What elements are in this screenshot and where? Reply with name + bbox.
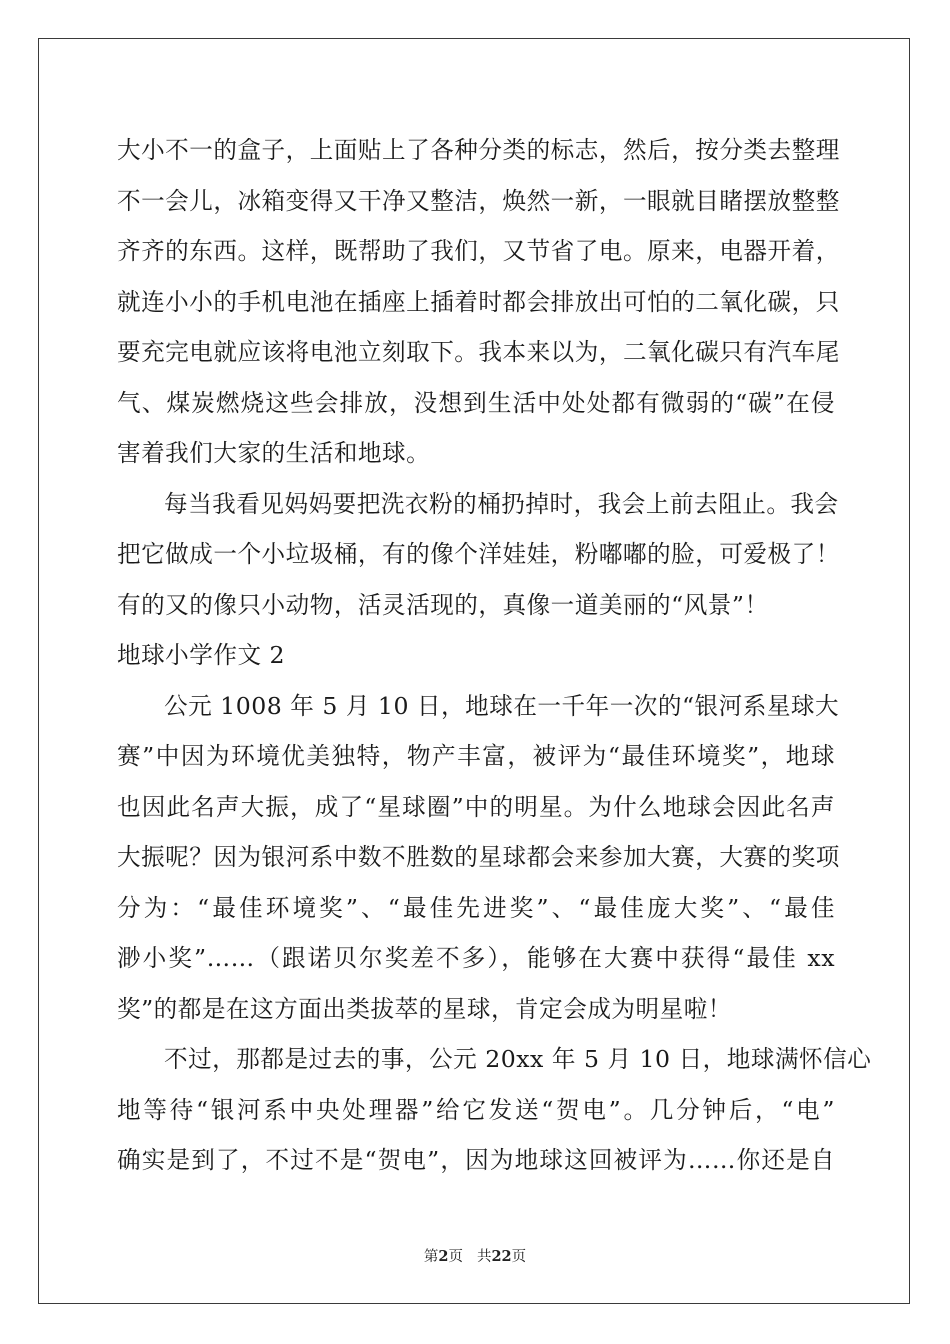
text-line: 大振呢？因为银河系中数不胜数的星球都会来参加大赛，大赛的奖项 [117, 843, 840, 871]
text-line: 害着我们大家的生活和地球。 [117, 439, 431, 467]
text-line: 不一会儿，冰箱变得又干净又整洁，焕然一新，一眼就目睹摆放整整 [117, 186, 840, 215]
text-line: 赛”中因为环境优美独特，物产丰富，被评为“最佳环境奖”，地球 [117, 742, 835, 770]
text-line: 齐齐的东西。这样，既帮助了我们，又节省了电。原来，电器开着， [117, 237, 840, 265]
footer-page-prefix: 第 [423, 1249, 439, 1265]
footer-page-suffix: 页 [448, 1249, 463, 1265]
footer-total-prefix: 共 [476, 1249, 492, 1265]
text-line: 大小不一的盒子，上面贴上了各种分类的标志，然后，按分类去整理 [117, 136, 840, 164]
text-line: 每当我看见妈妈要把洗衣粉的桶扔掉时，我会上前去阻止。我会 [164, 489, 839, 518]
text-line: 地球小学作文 2 [117, 641, 286, 669]
text-line: 确实是到了，不过不是“贺电”，因为地球这回被评为……你还是自 [117, 1146, 835, 1174]
text-line: 要充完电就应该将电池立刻取下。我本来以为，二氧化碳只有汽车尾 [117, 338, 840, 366]
footer-total-pages: 22 [491, 1248, 512, 1265]
text-line: 就连小小的手机电池在插座上插着时都会排放出可怕的二氧化碳，只 [117, 287, 840, 316]
text-line: 奖”的都是在这方面出类拔萃的星球，肯定会成为明星啦！ [117, 994, 732, 1023]
text-line: 地等待“银河系中央处理器”给它发送“贺电”。几分钟后，“电” [117, 1095, 835, 1124]
text-line: 把它做成一个小垃圾桶，有的像个洋娃娃，粉嘟嘟的脸，可爱极了！ [117, 540, 840, 568]
document-body [117, 128, 872, 1189]
text-line: 气、煤炭燃烧这些会排放，没想到生活中处处都有微弱的“碳”在侵 [117, 388, 835, 417]
text-line: 有的又的像只小动物，活灵活现的，真像一道美丽的“风景”！ [117, 590, 769, 619]
text-line: 公元 1008 年 5 月 10 日，地球在一千年一次的“银河系星球大 [164, 691, 840, 720]
text-line: 渺小奖”……（跟诺贝尔奖差不多），能够在大赛中获得“最佳 xx [117, 944, 835, 972]
text-line: 分为：“最佳环境奖”、“最佳先进奖”、“最佳庞大奖”、“最佳 [117, 893, 835, 922]
footer-total-suffix: 页 [511, 1249, 527, 1265]
page-footer [0, 1247, 950, 1267]
footer-page-number: 2 [438, 1248, 449, 1265]
text-line: 也因此名声大振，成了“星球圈”中的明星。为什么地球会因此名声 [117, 792, 835, 821]
text-line: 不过，那都是过去的事，公元 20xx 年 5 月 10 日，地球满怀信心 [164, 1045, 872, 1073]
